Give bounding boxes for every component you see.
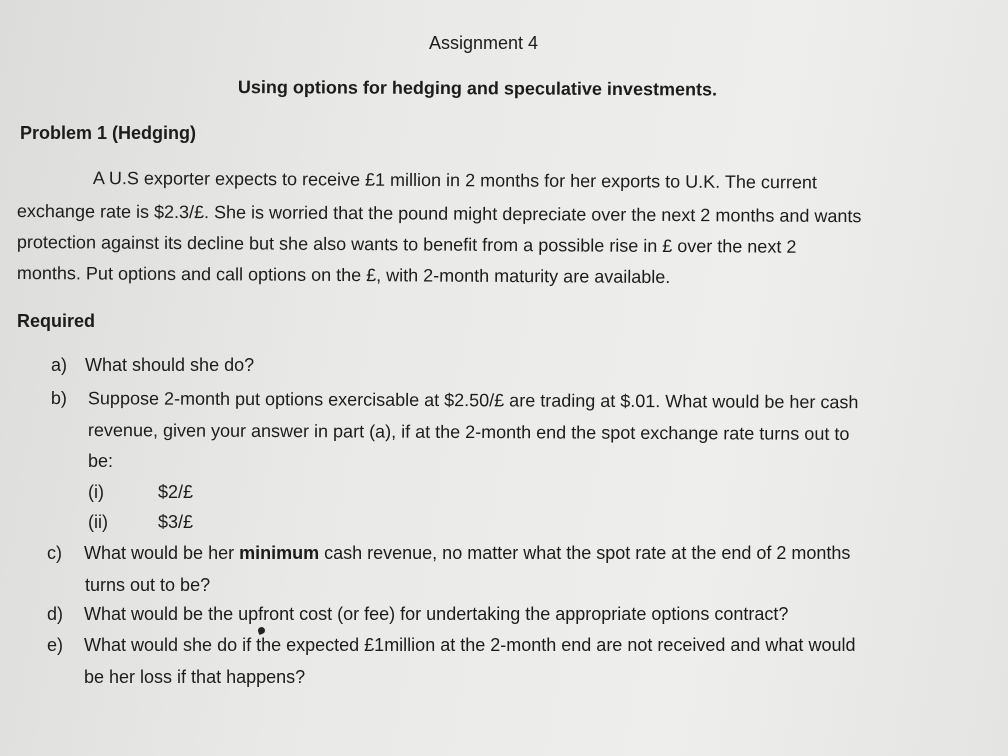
sub-question-ii (88, 512, 193, 533)
sub-value: $2/£ (158, 482, 194, 502)
question-label: e) (47, 635, 64, 655)
question-text-pre: What would be her (84, 543, 240, 563)
assignment-subtitle: Using options for hedging and speculative investments. (237, 76, 718, 100)
question-label: d) (47, 604, 64, 624)
question-d (47, 604, 788, 625)
question-b-line: revenue, given your answer in part (a), if at the 2-month end the spot exchange rate turns out to (87, 420, 850, 444)
sub-value: $3/£ (158, 512, 194, 532)
sub-question-i (88, 482, 193, 503)
question-text: What would be the upfront cost (or fee) for undertaking the appropriate options contract? (84, 604, 789, 624)
question-e-line: be her loss if that happens? (84, 667, 306, 687)
question-b-line: be: (88, 451, 114, 471)
question-label: b) (50, 388, 68, 409)
question-text: What would she do if the expected £1million at the 2-month end are not received and what would (84, 635, 856, 655)
sub-label: (ii) (88, 512, 108, 532)
problem-heading: Problem 1 (Hedging) (20, 123, 197, 143)
question-b (51, 388, 859, 413)
question-label: a) (51, 355, 68, 375)
paragraph-line: protection against its decline but she also wants to benefit from a possible rise in £ over the next 2 (16, 232, 797, 257)
question-c-line: turns out to be? (85, 575, 211, 595)
assignment-title: Assignment 4 (429, 33, 539, 53)
paragraph-line: exchange rate is $2.3/£. She is worried that the pound might depreciate over the next 2 months and wants (16, 201, 862, 227)
question-c (47, 543, 850, 564)
question-text: What should she do? (85, 355, 255, 375)
question-text: Suppose 2-month put options exercisable at $2.50/£ are trading at $.01. What would be her cash (87, 388, 859, 413)
ink-mark (257, 626, 266, 635)
question-label: c) (47, 543, 62, 563)
required-heading: Required (17, 311, 96, 331)
paragraph-line: A U.S exporter expects to receive £1 million in 2 months for her exports to U.K. The current (92, 168, 817, 193)
sub-label: (i) (88, 482, 104, 502)
question-e (47, 635, 855, 656)
question-a (51, 355, 254, 376)
question-text-post: cash revenue, no matter what the spot rate at the end of 2 months (319, 543, 851, 563)
paragraph-line: months. Put options and call options on the £, with 2-month maturity are available. (16, 263, 671, 287)
question-emphasis: minimum (239, 543, 320, 563)
